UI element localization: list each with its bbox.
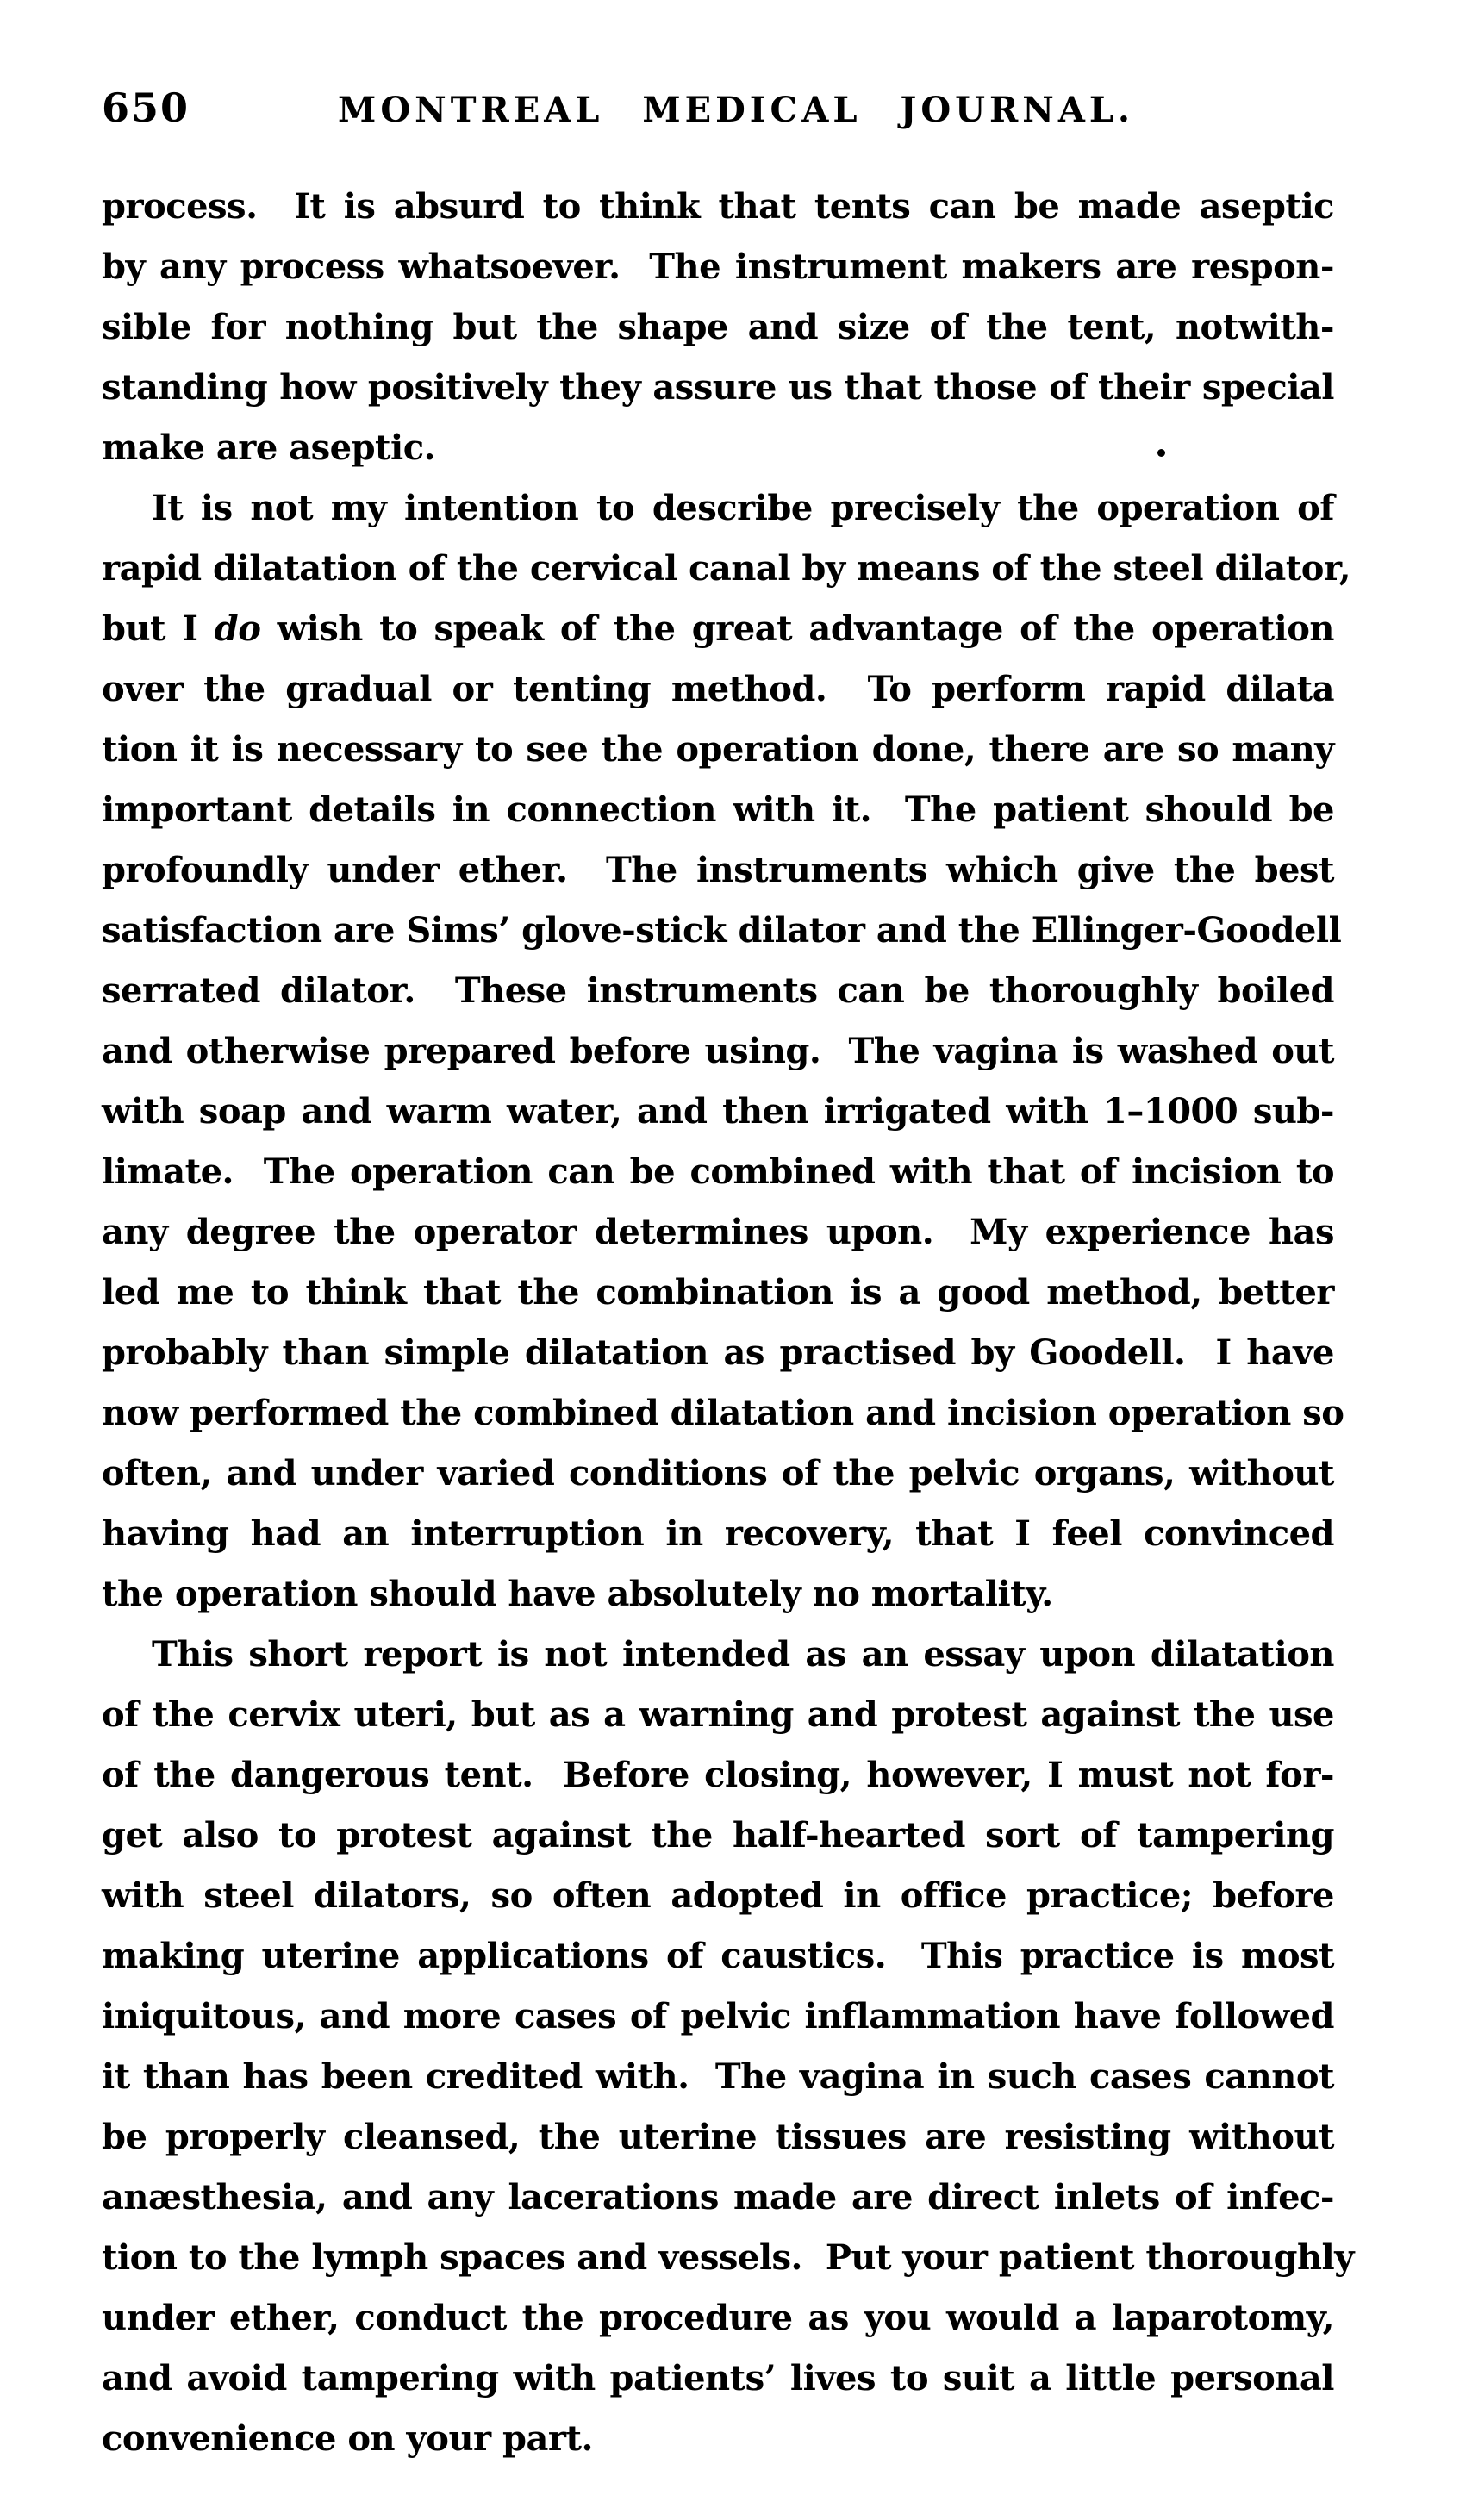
- text-line: make are aseptic.: [102, 427, 436, 468]
- text-line: but I do wish to speak of the great advantage of the operation: [102, 608, 1335, 649]
- text-line: tion it is necessary to see the operation done, there are so many: [102, 729, 1334, 770]
- text-line: convenience on your part.: [102, 2418, 593, 2459]
- text-line: sible for nothing but the shape and size of the tent, notwith-: [102, 307, 1334, 347]
- text-line: anæsthesia, and any lacerations made are direct inlets of infec-: [102, 2177, 1334, 2217]
- text-line: often, and under varied conditions of the pelvic organs, without: [102, 1453, 1334, 1494]
- text-line: serrated dilator. These instruments can be thoroughly boiled: [102, 970, 1334, 1011]
- paragraph: [102, 478, 1351, 1625]
- text-line: It is not my intention to describe precisely the operation of: [152, 488, 1334, 528]
- text-line: the operation should have absolutely no mortality.: [102, 1574, 1053, 1614]
- text-line: with steel dilators, so often adopted in office practice; before: [102, 1875, 1334, 1916]
- text-line: under ether, conduct the procedure as you would a laparotomy,: [102, 2298, 1334, 2338]
- text-line: with soap and warm water, and then irrigated with 1–1000 sub-: [102, 1091, 1334, 1132]
- text-line: satisfaction are Sims’ glove-stick dilator and the Ellinger-Goodell: [102, 910, 1342, 951]
- text-line: tion to the lymph spaces and vessels. Put your patient thoroughly: [102, 2237, 1354, 2278]
- text-line: any degree the operator determines upon. My experience has: [102, 1212, 1334, 1252]
- text-line: probably than simple dilatation as practised by Goodell. I have: [102, 1332, 1334, 1373]
- text-line: This short report is not intended as an essay upon dilatation: [152, 1634, 1334, 1675]
- text-line: get also to protest against the half-hearted sort of tampering: [102, 1815, 1334, 1856]
- paragraph: [102, 1625, 1354, 2469]
- text-line: over the gradual or tenting method. To perform rapid dilata: [102, 669, 1334, 709]
- ink-dot-artifact: [1157, 449, 1165, 457]
- text-line: standing how positively they assure us that those of their special: [102, 367, 1334, 408]
- text-line: process. It is absurd to think that tents can be made aseptic: [102, 186, 1334, 227]
- text-line: limate. The operation can be combined with that of incision to: [102, 1151, 1334, 1192]
- text-line: rapid dilatation of the cervical canal by means of the steel dilator,: [102, 548, 1351, 589]
- text-line: be properly cleansed, the uterine tissues are resisting without: [102, 2117, 1334, 2157]
- article-body: [102, 177, 1354, 2469]
- text-line: led me to think that the combination is a good method, better: [102, 1272, 1334, 1313]
- text-line: it than has been credited with. The vagina in such cases cannot: [102, 2056, 1334, 2097]
- text-line: of the cervix uteri, but as a warning and protest against the use: [102, 1694, 1334, 1735]
- paragraph: [102, 177, 1334, 478]
- text-line: profoundly under ether. The instruments which give the best: [102, 850, 1334, 890]
- text-line: having had an interruption in recovery, that I feel convinced: [102, 1513, 1334, 1554]
- text-line: of the dangerous tent. Before closing, however, I must not for-: [102, 1755, 1334, 1795]
- text-line: making uterine applications of caustics. This practice is most: [102, 1936, 1334, 1976]
- text-line: and avoid tampering with patients’ lives to suit a little personal: [102, 2358, 1334, 2398]
- text-line: iniquitous, and more cases of pelvic inflammation have followed: [102, 1996, 1334, 2037]
- page-number: 650: [102, 84, 190, 131]
- text-line: and otherwise prepared before using. The vagina is washed out: [102, 1031, 1334, 1071]
- text-line: now performed the combined dilatation and incision operation so: [102, 1393, 1344, 1433]
- text-line: by any process whatsoever. The instrument makers are respon-: [102, 246, 1334, 287]
- journal-title: MONTREAL MEDICAL JOURNAL.: [338, 90, 1134, 130]
- text-line: important details in connection with it. The patient should be: [102, 789, 1334, 830]
